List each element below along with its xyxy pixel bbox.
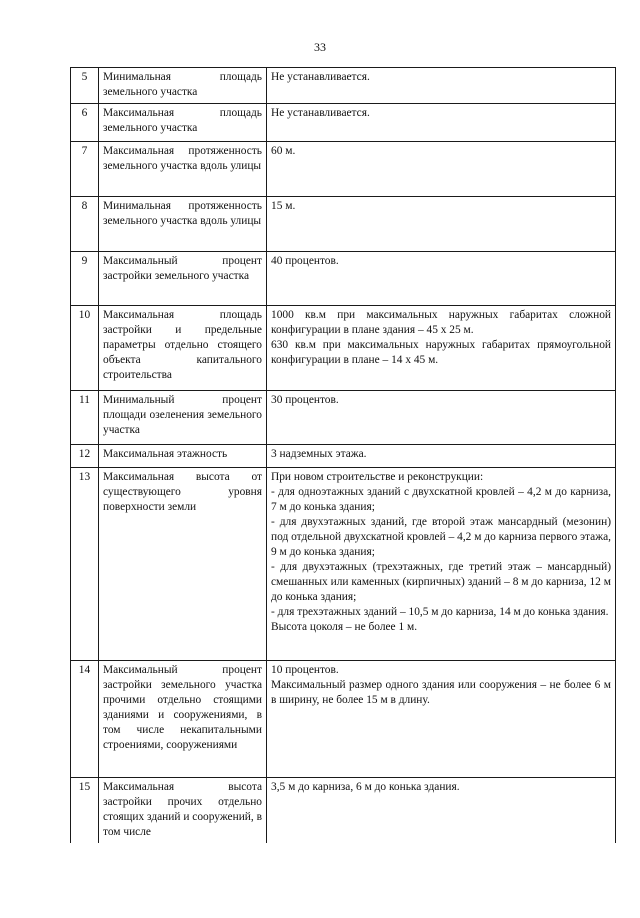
value-line: 15 м. [271, 200, 296, 212]
parameter-value [267, 778, 616, 843]
row-number: 13 [71, 468, 99, 661]
row-number: 10 [71, 306, 99, 391]
parameter-name: Минимальная площадь земельного участка [99, 68, 267, 104]
parameter-value [267, 661, 616, 778]
row-number: 9 [71, 252, 99, 306]
parameter-value [267, 197, 616, 252]
table-row [71, 197, 616, 252]
parameter-name: Максимальный процент застройки земельного участка [99, 252, 267, 306]
parameter-value [267, 142, 616, 197]
value-line: - для двухэтажных (трехэтажных, где третий этаж – мансардный) смешанных или каменных (кирпичных) зданий – 8 м до карниза, 12 м до конька здания; [271, 561, 611, 603]
row-number: 11 [71, 391, 99, 445]
row-number: 5 [71, 68, 99, 104]
value-line: 3 надземных этажа. [271, 448, 367, 460]
row-number: 6 [71, 104, 99, 142]
table-row [71, 391, 616, 445]
parameter-name: Максимальная площадь земельного участка [99, 104, 267, 142]
value-line: 40 процентов. [271, 255, 339, 267]
table-row [71, 306, 616, 391]
value-line: 30 процентов. [271, 394, 339, 406]
row-number: 8 [71, 197, 99, 252]
parameter-value [267, 68, 616, 104]
table-row [71, 142, 616, 197]
value-line: 630 кв.м при максимальных наружных габаритах прямоугольной конфигурации в плане – 14 х 45 м. [271, 339, 611, 366]
parameter-value [267, 252, 616, 306]
parameter-name: Минимальная протяженность земельного участка вдоль улицы [99, 197, 267, 252]
value-line: Не устанавливается. [271, 71, 370, 83]
value-line: 3,5 м до карниза, 6 м до конька здания. [271, 781, 460, 793]
value-line: 1000 кв.м при максимальных наружных габаритах сложной конфигурации в плане здания – 45 х 25 м. [271, 309, 611, 336]
value-line: - для трехэтажных зданий – 10,5 м до карниза, 14 м до конька здания. [271, 606, 609, 618]
table-row [71, 68, 616, 104]
parameter-name: Максимальная площадь застройки и предельные параметры отдельно стоящего объекта капитального строительства [99, 306, 267, 391]
parameter-name: Максимальная высота застройки прочих отдельно стоящих зданий и сооружений, в том числе [99, 778, 267, 843]
table-row [71, 104, 616, 142]
table-row [71, 468, 616, 661]
value-line: 60 м. [271, 145, 296, 157]
value-line: Максимальный размер одного здания или сооружения – не более 6 м в ширину, не более 15 м в длину. [271, 679, 611, 706]
parameters-table [70, 67, 616, 843]
parameter-name: Максимальная этажность [99, 445, 267, 468]
parameter-value [267, 391, 616, 445]
page-number: 33 [314, 40, 326, 54]
table-row [71, 252, 616, 306]
value-line: При новом строительстве и реконструкции: [271, 471, 484, 483]
value-line: Не устанавливается. [271, 107, 370, 119]
table-row [71, 661, 616, 778]
value-line: - для двухэтажных зданий, где второй этаж мансардный (мезонин) под отдельной двухскатной кровлей – 4,2 м до карниза первого этажа, 9 м до конька здания; [271, 516, 611, 558]
parameter-value [267, 468, 616, 661]
parameter-value [267, 306, 616, 391]
parameter-value [267, 104, 616, 142]
table-row [71, 445, 616, 468]
value-line: 10 процентов. [271, 664, 339, 676]
parameter-name: Максимальный процент застройки земельного участка прочими отдельно стоящими зданиями и сооружениями, в том числе некапитальными строениями, сооружениями [99, 661, 267, 778]
row-number: 12 [71, 445, 99, 468]
value-line: Высота цоколя – не более 1 м. [271, 621, 418, 633]
parameter-name: Максимальная протяженность земельного участка вдоль улицы [99, 142, 267, 197]
table-row [71, 778, 616, 843]
parameter-name: Минимальный процент площади озеленения земельного участка [99, 391, 267, 445]
row-number: 14 [71, 661, 99, 778]
parameter-value [267, 445, 616, 468]
row-number: 15 [71, 778, 99, 843]
row-number: 7 [71, 142, 99, 197]
value-line: - для одноэтажных зданий с двухскатной кровлей – 4,2 м до карниза, 7 м до конька здания; [271, 486, 611, 513]
parameter-name: Максимальная высота от существующего уровня поверхности земли [99, 468, 267, 661]
